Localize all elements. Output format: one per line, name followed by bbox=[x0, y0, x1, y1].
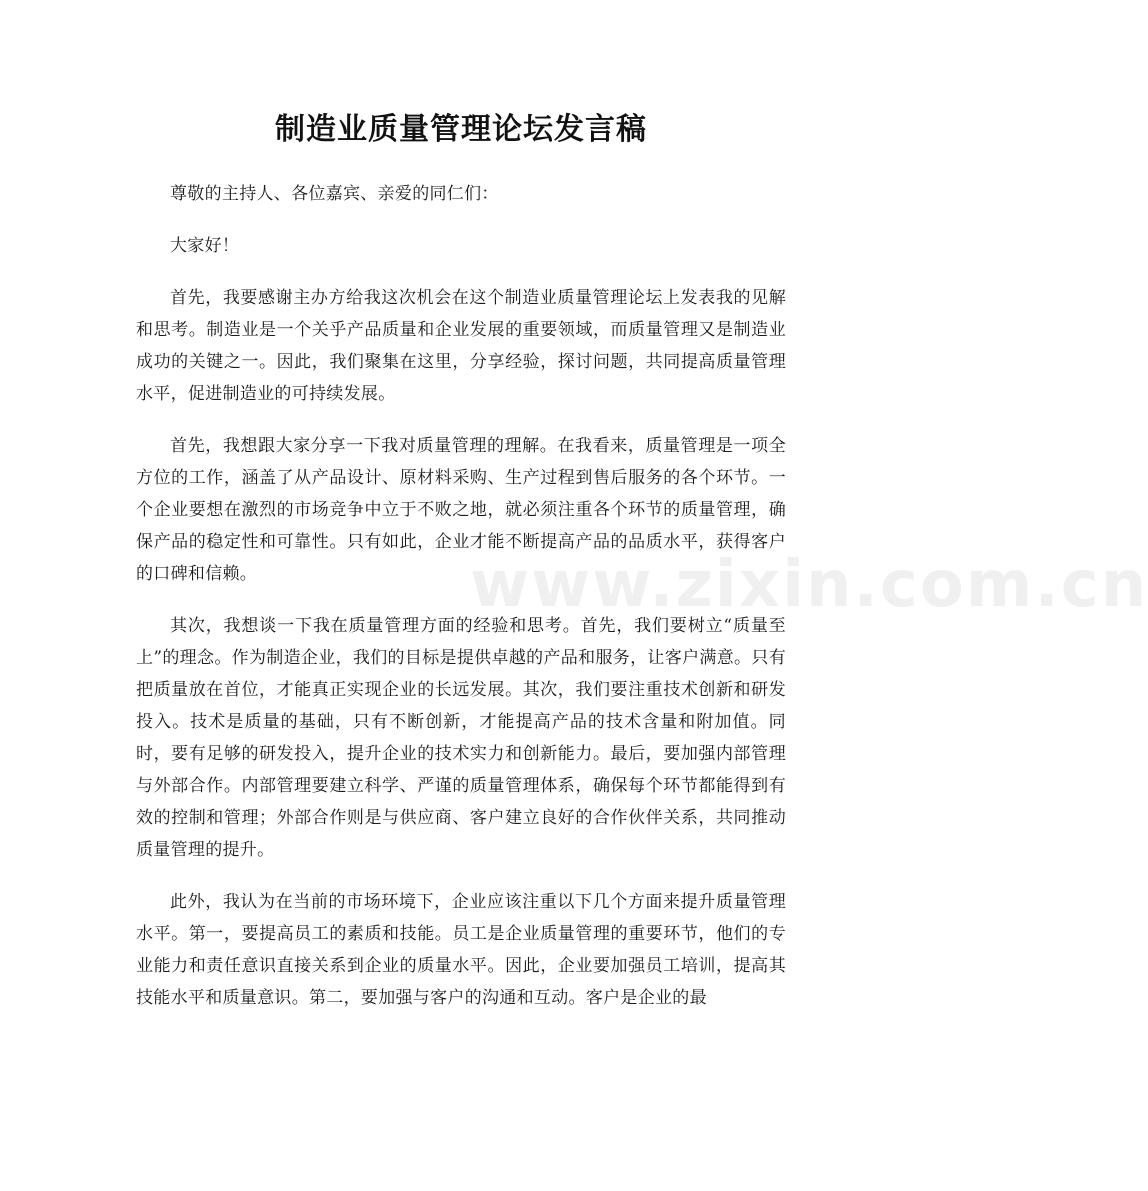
paragraph-thanks: 首先，我要感谢主办方给我这次机会在这个制造业质量管理论坛上发表我的见解和思考。制造业是一个关乎产品质量和企业发展的重要领域，而质量管理又是制造业成功的关键之一。因此，我们聚集在这里，分享经验，探讨问题，共同提高质量管理水平，促进制造业的可持续发展。 bbox=[136, 288, 786, 404]
paragraph-experience: 其次，我想谈一下我在质量管理方面的经验和思考。首先，我们要树立“质量至上”的理念。作为制造企业，我们的目标是提供卓越的产品和服务，让客户满意。只有把质量放在首位，才能真正实现企业的长远发展。其次，我们要注重技术创新和研发投入。技术是质量的基础，只有不断创新，才能提高产品的技术含量和附加值。同时，要有足够的研发投入，提升企业的技术实力和创新能力。最后，要加强内部管理与外部合作。内部管理要建立科学、严谨的质量管理体系，确保每个环节都能得到有效的控制和管理；外部合作则是与供应商、客户建立良好的合作伙伴关系，共同推动质量管理的提升。 bbox=[136, 616, 786, 860]
document-body bbox=[136, 106, 786, 1034]
greeting: 大家好！ bbox=[170, 236, 240, 256]
paragraph-additional: 此外，我认为在当前的市场环境下，企业应该注重以下几个方面来提升质量管理水平。第一，要提高员工的素质和技能。员工是企业质量管理的重要环节，他们的专业能力和责任意识直接关系到企业的质量水平。因此，企业要加强员工培训，提高其技能水平和质量意识。第二，要加强与客户的沟通和互动。客户是企业的最 bbox=[136, 892, 786, 1008]
document-title: 制造业质量管理论坛发言稿 bbox=[275, 112, 647, 147]
salutation: 尊敬的主持人、各位嘉宾、亲爱的同仁们： bbox=[170, 184, 499, 204]
paragraph-understanding: 首先，我想跟大家分享一下我对质量管理的理解。在我看来，质量管理是一项全方位的工作，涵盖了从产品设计、原材料采购、生产过程到售后服务的各个环节。一个企业要想在激烈的市场竞争中立于不败之地，就必须注重各个环节的质量管理，确保产品的稳定性和可靠性。只有如此，企业才能不断提高产品的品质水平，获得客户的口碑和信赖。 bbox=[136, 436, 786, 584]
watermark: www.zixin.com.cn bbox=[470, 548, 1148, 622]
